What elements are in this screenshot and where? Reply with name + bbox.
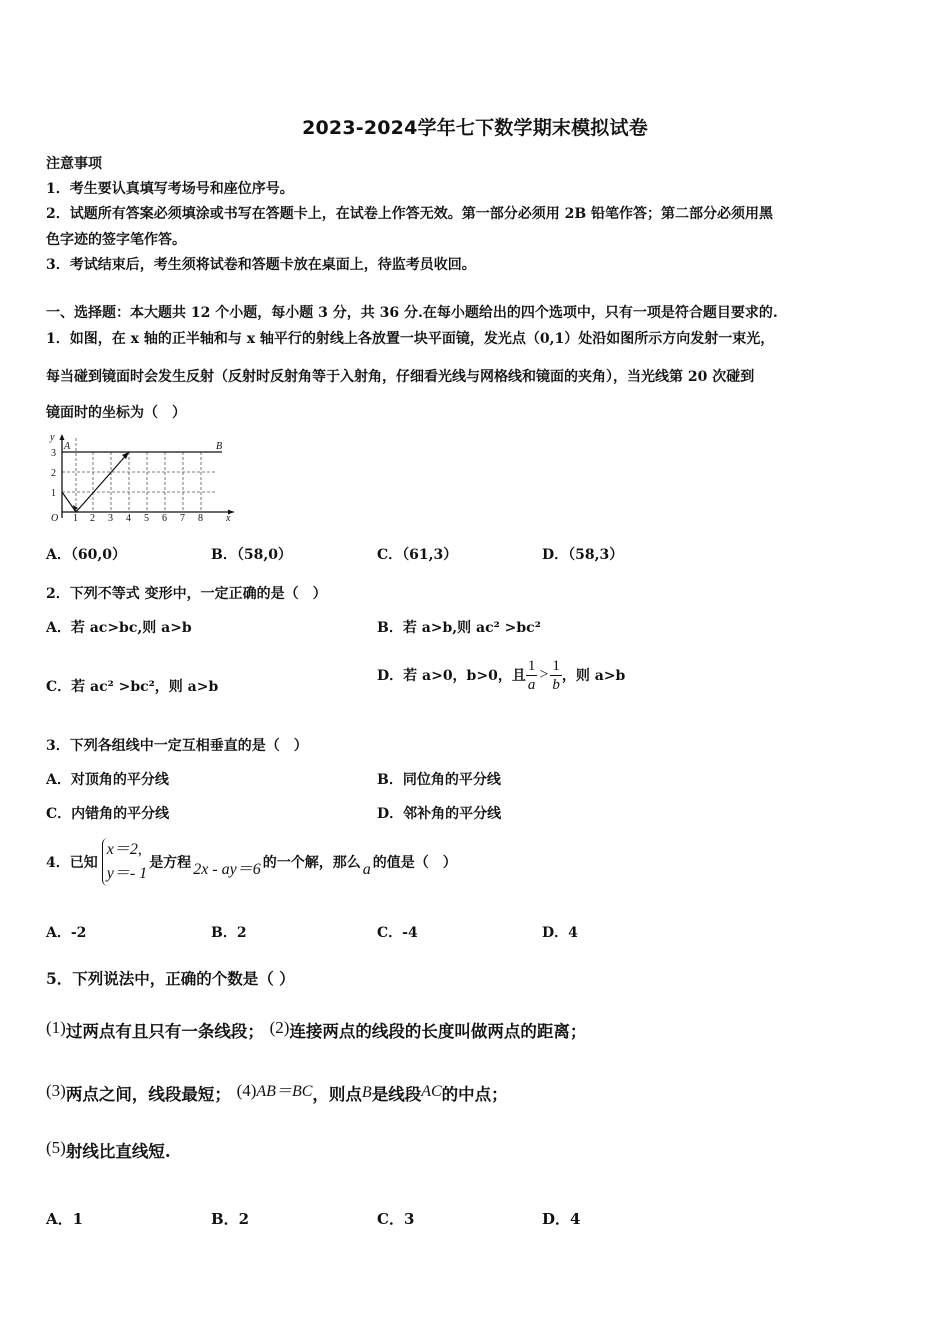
q5-statement-3-4 <box>46 1078 508 1105</box>
equation: AB＝BC <box>256 1083 313 1100</box>
x-tick-label: 5 <box>144 513 149 523</box>
q1-option-b[interactable]: B．（58,0） <box>211 547 292 563</box>
notice-item: 3．考试结束后，考生须将试卷和答题卡放在桌面上，待监考员收回。 <box>46 257 476 273</box>
q3-option-a[interactable]: A．对顶角的平分线 <box>46 772 169 788</box>
q1-figure <box>44 428 244 523</box>
statement-tag: (3) <box>46 1081 66 1100</box>
y-tick-label: 1 <box>51 488 56 499</box>
q5-option-d[interactable]: D．4 <box>542 1210 581 1228</box>
notice-heading: 注意事项 <box>46 156 102 172</box>
q4-option-b[interactable]: B．2 <box>211 925 247 941</box>
q1-stem-line: 每当碰到镜面时会发生反射（反射时反射角等于入射角，仔细看光线与网格线和镜面的夹角），当光线第 20 次碰到 <box>46 369 755 385</box>
equation: 2x - ay＝6 <box>193 860 261 878</box>
axis-label-x: x <box>226 513 231 523</box>
statement-text: 射线比直线短. <box>65 1142 171 1161</box>
fraction-1-over-b: $\frac{1}{b}$ <box>552 657 560 693</box>
equation-system <box>102 838 147 886</box>
q1-option-d[interactable]: D．（58,3） <box>542 547 624 563</box>
system-eq2: y＝- 1 <box>106 865 148 882</box>
q2-option-d[interactable] <box>377 652 625 698</box>
q4-suffix: 的值是（ ） <box>372 855 457 871</box>
system-eq1: x＝2, <box>106 841 142 858</box>
q2-option-a[interactable]: A．若 ac>bc,则 a>b <box>46 620 192 636</box>
q4-mid: 是方程 <box>149 855 192 871</box>
notice-item: 1．考生要认真填写考场号和座位序号。 <box>46 181 294 197</box>
page-title: 2023-2024学年七下数学期末模拟试卷 <box>302 117 648 139</box>
q2-option-b[interactable]: B．若 a>b,则 ac² >bc² <box>377 620 541 636</box>
notice-item: 2．试题所有答案必须填涂或书写在答题卡上，在试卷上作答无效。第一部分必须用 2B 铅笔作答；第二部分必须用黑 <box>46 206 774 222</box>
q4-option-a[interactable]: A．-2 <box>46 925 87 941</box>
point-b-label: B <box>216 441 223 452</box>
x-tick-label: 1 <box>73 513 78 523</box>
q2-option-d-suffix: ，则 a>b <box>561 668 626 684</box>
q5-option-c[interactable]: C．3 <box>377 1210 415 1228</box>
segment-ac: AC <box>421 1083 442 1100</box>
statement-text: 两点之间，线段最短； <box>65 1085 231 1104</box>
x-tick-label: 3 <box>108 513 113 523</box>
y-tick-label: 2 <box>51 468 56 479</box>
statement-text: ，则点 <box>312 1085 362 1104</box>
q4-stem <box>46 834 457 890</box>
q4-option-c[interactable]: C．-4 <box>377 925 418 941</box>
statement-tag: (2) <box>269 1018 290 1037</box>
x-tick-label: 2 <box>90 513 95 523</box>
x-tick-label: 8 <box>198 513 203 523</box>
x-tick-label: 4 <box>126 513 131 523</box>
statement-text: 是线段 <box>371 1085 422 1104</box>
x-tick-label: 7 <box>180 513 185 523</box>
axis-label-y: y <box>50 432 55 443</box>
point-b: B <box>361 1084 372 1101</box>
q1-option-c[interactable]: C．（61,3） <box>377 547 458 563</box>
fraction-1-over-a: $\frac{1}{a}$ <box>527 657 536 693</box>
notice-item: 色字迹的签字笔作答。 <box>46 232 186 248</box>
q3-stem: 3．下列各组线中一定互相垂直的是（ ） <box>46 738 308 754</box>
q5-option-a[interactable]: A．1 <box>46 1210 84 1228</box>
q2-stem: 2．下列不等式 变形中，一定正确的是（ ） <box>46 586 327 602</box>
q1-option-a[interactable]: A．（60,0） <box>46 547 126 563</box>
q3-option-d[interactable]: D．邻补角的平分线 <box>377 806 502 822</box>
variable-a: a <box>362 861 371 878</box>
statement-tag: (5) <box>46 1138 66 1157</box>
q5-option-b[interactable]: B．2 <box>211 1210 250 1228</box>
point-a-label: A <box>64 441 71 452</box>
q2-option-d-prefix: D．若 a>0，b>0，且 <box>377 668 526 684</box>
q3-option-b[interactable]: B．同位角的平分线 <box>377 772 501 788</box>
section-heading: 一、选择题：本大题共 12 个小题，每小题 3 分，共 36 分.在每小题给出的四个选项中，只有一项是符合题目要求的. <box>46 305 778 321</box>
statement-text: 过两点有且只有一条线段； <box>65 1022 264 1041</box>
statement-tag: (1) <box>46 1018 66 1037</box>
q1-stem-line: 1．如图，在 x 轴的正半轴和与 x 轴平行的射线上各放置一块平面镜，发光点（0,1）处沿如图所示方向发射一束光， <box>46 331 775 347</box>
q4-prefix: 4．已知 <box>46 855 98 871</box>
origin-label: O <box>51 513 59 523</box>
q3-option-c[interactable]: C．内错角的平分线 <box>46 806 170 822</box>
q5-statement-5 <box>46 1138 171 1162</box>
statement-text: 连接两点的线段的长度叫做两点的距离； <box>289 1022 587 1041</box>
q5-stem: 5．下列说法中，正确的个数是（ ） <box>46 969 295 988</box>
statement-text: 的中点； <box>441 1085 508 1104</box>
q4-option-d[interactable]: D．4 <box>542 925 578 941</box>
x-tick-label: 6 <box>162 513 167 523</box>
q5-statement-1-2 <box>46 1018 586 1042</box>
greater-than-sign: > <box>539 666 549 683</box>
q1-stem-line: 镜面时的坐标为（ ） <box>46 405 186 421</box>
q2-option-c[interactable]: C．若 ac² >bc²，则 a>b <box>46 679 219 695</box>
statement-tag: (4) <box>236 1081 257 1100</box>
q4-mid2: 的一个解，那么 <box>262 855 361 871</box>
y-tick-label: 3 <box>51 448 56 459</box>
